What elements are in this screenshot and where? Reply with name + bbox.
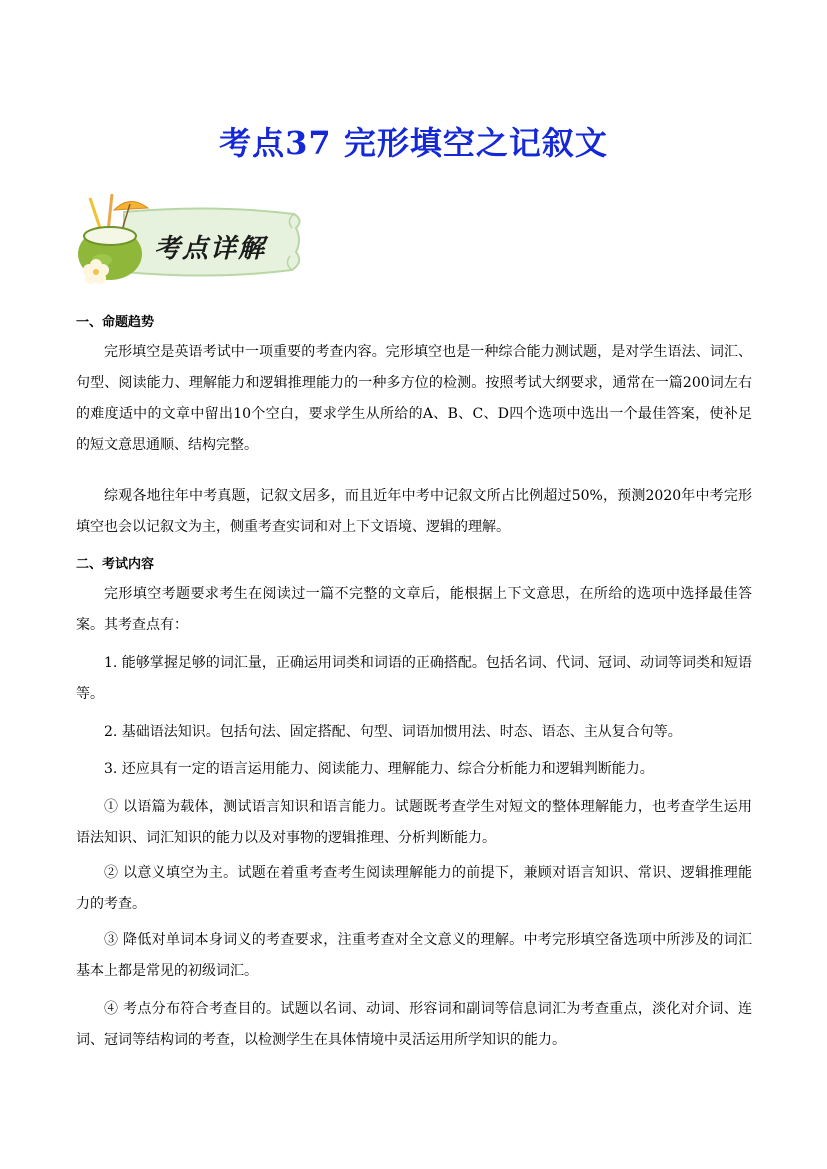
section-heading-trend: 一、命题趋势 [76, 315, 155, 330]
list-item: 2. 基础语法知识。包括句法、固定搭配、句型、词语加惯用法、时态、语态、主从复合句等。 [104, 724, 682, 740]
section-banner [72, 190, 304, 290]
paragraph: 完形填空考题要求考生在阅读过一篇不完整的文章后，能根据上下文意思，在所给的选项中选择最佳答案。其考查点有： [76, 586, 752, 633]
list-item: ① 以语篇为载体，测试语言知识和语言能力。试题既考查学生对短文的整体理解能力，也考查学生运用语法知识、词汇知识的能力以及对事物的逻辑推理、分析判断能力。 [76, 799, 752, 846]
section-heading-content: 二、考试内容 [76, 557, 155, 572]
list-item: 3. 还应具有一定的语言运用能力、阅读能力、理解能力、综合分析能力和逻辑判断能力。 [104, 761, 654, 777]
paragraph: 综观各地往年中考真题，记叙文居多，而且近年中考中记叙文所占比例超过50%，预测2020年中考完形填空也会以记叙文为主，侧重考查实词和对上下文语境、逻辑的理解。 [76, 488, 752, 535]
list-item: 1. 能够掌握足够的词汇量，正确运用词类和词语的正确搭配。包括名词、代词、冠词、动词等词类和短语等。 [76, 655, 752, 702]
list-item: ③ 降低对单词本身词义的考查要求，注重考查对全文意义的理解。中考完形填空备选项中所涉及的词汇基本上都是常见的初级词汇。 [76, 932, 752, 979]
paragraph: 完形填空是英语考试中一项重要的考查内容。完形填空也是一种综合能力测试题，是对学生语法、词汇、句型、阅读能力、理解能力和逻辑推理能力的一种多方位的检测。按照考试大纲要求，通常在一篇200词左右的难度适中的文章中留出10个空白，要求学生从所给的A、B、C、D四个选项中选出一个最佳答案，使补足的短文意思通顺、结构完整。 [76, 344, 752, 453]
banner-label: 考点详解 [154, 234, 267, 264]
list-item: ④ 考点分布符合考查目的。试题以名词、动词、形容词和副词等信息词汇为考查重点，淡化对介词、连词、冠词等结构词的考查，以检测学生在具体情境中灵活运用所学知识的能力。 [76, 1001, 752, 1048]
list-item: ② 以意义填空为主。试题在着重考查考生阅读理解能力的前提下，兼顾对语言知识、常识、逻辑推理能力的考查。 [76, 865, 752, 912]
page-title: 考点37 完形填空之记叙文 [219, 124, 608, 162]
